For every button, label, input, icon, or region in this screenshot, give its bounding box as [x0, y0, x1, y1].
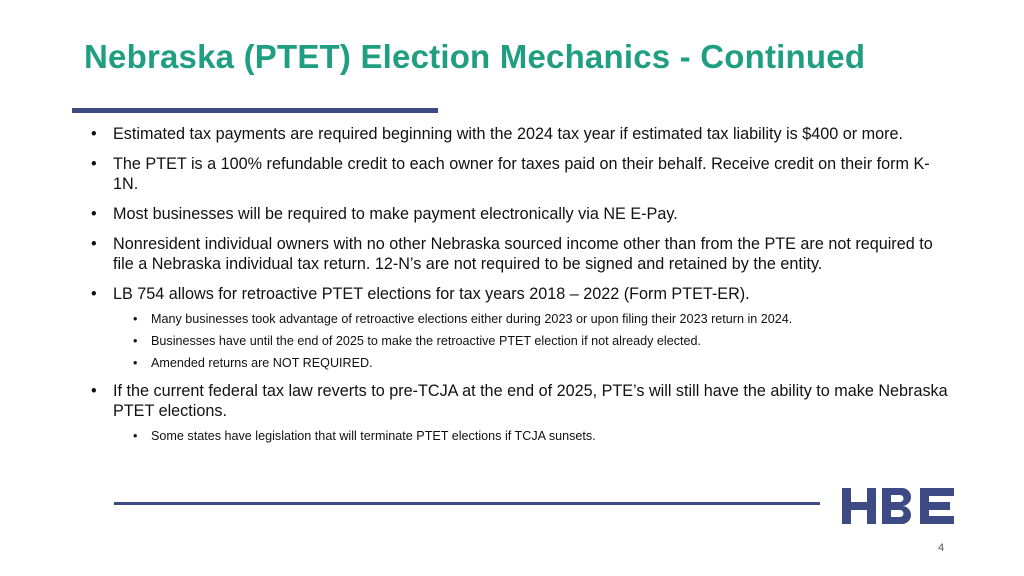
sub-bullet-item: • Many businesses took advantage of retroactive elections either during 2023 or upon filing their 2023 return in 2024.: [113, 311, 948, 327]
title-underline: [72, 108, 438, 113]
bullet-item: [88, 124, 948, 144]
page-number: 4: [938, 542, 945, 554]
bullet-item: [88, 234, 948, 274]
bullet-item: [88, 381, 948, 444]
bullet-text: If the current federal tax law reverts to pre-TCJA at the end of 2025, PTE’s will still have the ability to make Nebraska PTET elections.: [113, 382, 948, 420]
hbe-logo: [842, 488, 954, 524]
bullet-text: LB 754 allows for retroactive PTET elections for tax years 2018 – 2022 (Form PTET-ER).: [113, 285, 750, 303]
bullet-text: Estimated tax payments are required beginning with the 2024 tax year if estimated tax liability is $400 or more.: [113, 125, 904, 143]
sub-bullet-list: [113, 428, 948, 444]
bullet-item: [88, 284, 948, 371]
footer-rule: [114, 502, 820, 505]
sub-bullet-list: [113, 311, 948, 371]
sub-bullet-item: • Businesses have until the end of 2025 to make the retroactive PTET election if not already elected.: [113, 333, 948, 349]
sub-bullet-item: • Amended returns are NOT REQUIRED.: [113, 355, 948, 371]
bullet-list: [88, 124, 948, 454]
bullet-item: [88, 154, 948, 194]
bullet-text: Most businesses will be required to make payment electronically via NE E-Pay.: [113, 205, 678, 223]
bullet-item: [88, 204, 948, 224]
bullet-text: The PTET is a 100% refundable credit to each owner for taxes paid on their behalf. Receive credit on their form K-1N.: [113, 155, 930, 193]
slide-title: Nebraska (PTET) Election Mechanics - Continued: [84, 38, 866, 75]
sub-bullet-item: • Some states have legislation that will terminate PTET elections if TCJA sunsets.: [113, 428, 948, 444]
bullet-text: Nonresident individual owners with no other Nebraska sourced income other than from the PTE are not required to file a Nebraska individual tax return. 12-N’s are not required to be signed and retained by the entity.: [113, 235, 933, 273]
